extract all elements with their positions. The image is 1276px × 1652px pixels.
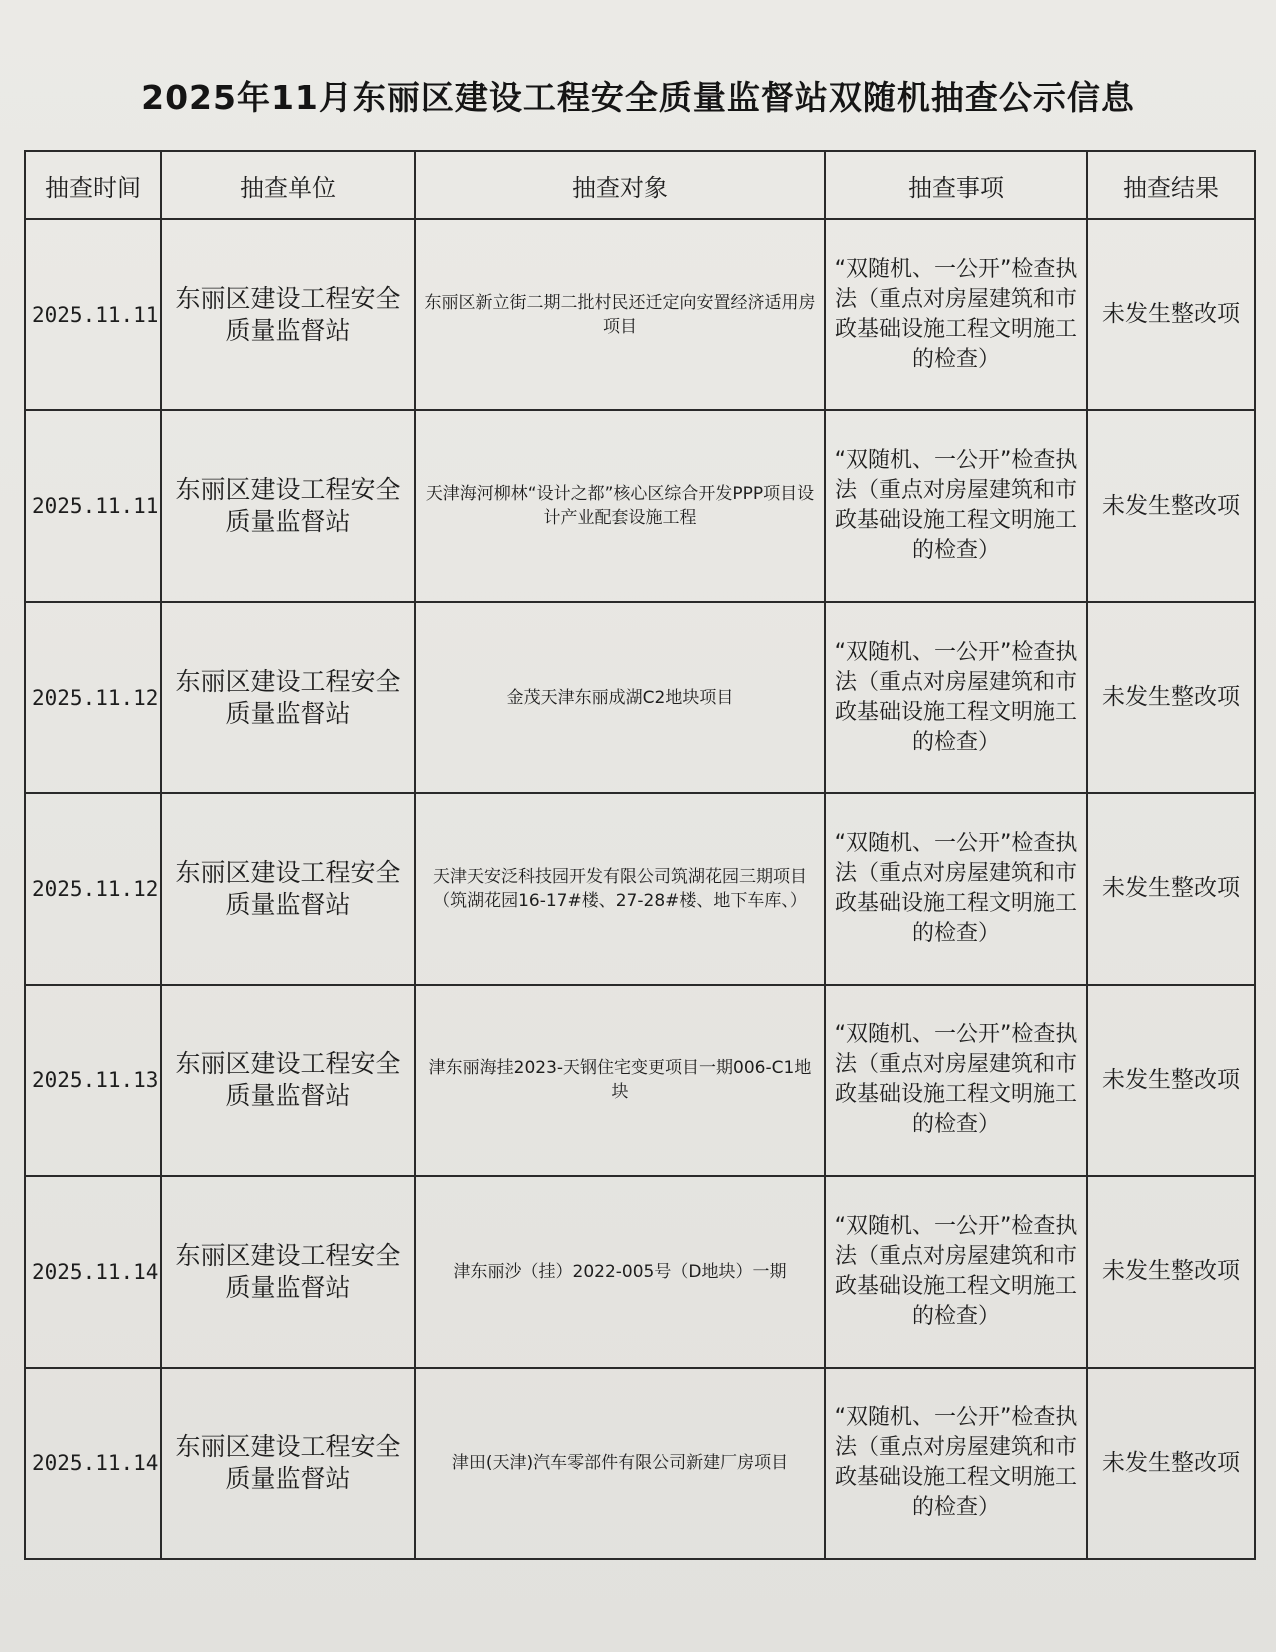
table-row: [25, 602, 1255, 793]
unit-line: 东丽区建设工程安全: [175, 475, 401, 505]
unit-line: 质量监督站: [225, 507, 351, 537]
unit-line: 东丽区建设工程安全: [175, 283, 401, 313]
table-row: [25, 1368, 1255, 1559]
cell-target: 天津海河柳林“设计之都”核心区综合开发PPP项目设计产业配套设施工程: [415, 410, 825, 601]
cell-date: 2025.11.11: [25, 410, 161, 601]
unit-line: 质量监督站: [225, 698, 351, 728]
cell-target: 津东丽沙（挂）2022-005号（D地块）一期: [415, 1176, 825, 1367]
unit-line: 东丽区建设工程安全: [175, 1049, 401, 1079]
unit-line: 质量监督站: [225, 1464, 351, 1494]
table-header-row: [25, 151, 1255, 219]
unit-line: 东丽区建设工程安全: [175, 1240, 401, 1270]
cell-item: “双随机、一公开”检查执法（重点对房屋建筑和市政基础设施工程文明施工的检查）: [825, 219, 1087, 410]
cell-item: “双随机、一公开”检查执法（重点对房屋建筑和市政基础设施工程文明施工的检查）: [825, 602, 1087, 793]
unit-line: 质量监督站: [225, 889, 351, 919]
unit-line: 东丽区建设工程安全: [175, 857, 401, 887]
cell-unit: [161, 602, 415, 793]
cell-date: 2025.11.12: [25, 602, 161, 793]
table-row: [25, 410, 1255, 601]
unit-line: 东丽区建设工程安全: [175, 1432, 401, 1462]
cell-result: 未发生整改项: [1087, 1176, 1255, 1367]
cell-item: “双随机、一公开”检查执法（重点对房屋建筑和市政基础设施工程文明施工的检查）: [825, 410, 1087, 601]
cell-result: 未发生整改项: [1087, 985, 1255, 1176]
table-row: [25, 793, 1255, 984]
cell-item: “双随机、一公开”检查执法（重点对房屋建筑和市政基础设施工程文明施工的检查）: [825, 793, 1087, 984]
cell-unit: [161, 410, 415, 601]
header-unit: 抽查单位: [161, 151, 415, 219]
cell-date: 2025.11.12: [25, 793, 161, 984]
cell-unit: [161, 1368, 415, 1559]
table-row: [25, 1176, 1255, 1367]
table-row: [25, 219, 1255, 410]
cell-date: 2025.11.13: [25, 985, 161, 1176]
cell-item: “双随机、一公开”检查执法（重点对房屋建筑和市政基础设施工程文明施工的检查）: [825, 1368, 1087, 1559]
cell-result: 未发生整改项: [1087, 219, 1255, 410]
cell-target: 津东丽海挂2023-天钢住宅变更项目一期006-C1地块: [415, 985, 825, 1176]
inspection-table: [24, 150, 1256, 1560]
cell-item: “双随机、一公开”检查执法（重点对房屋建筑和市政基础设施工程文明施工的检查）: [825, 985, 1087, 1176]
unit-line: 质量监督站: [225, 1081, 351, 1111]
cell-unit: [161, 793, 415, 984]
cell-result: 未发生整改项: [1087, 1368, 1255, 1559]
header-result: 抽查结果: [1087, 151, 1255, 219]
unit-line: 质量监督站: [225, 1272, 351, 1302]
cell-date: 2025.11.14: [25, 1176, 161, 1367]
cell-item: “双随机、一公开”检查执法（重点对房屋建筑和市政基础设施工程文明施工的检查）: [825, 1176, 1087, 1367]
cell-unit: [161, 985, 415, 1176]
cell-date: 2025.11.11: [25, 219, 161, 410]
cell-target: 天津天安泛科技园开发有限公司筑湖花园三期项目（筑湖花园16-17#楼、27-28#楼、地下车库、）: [415, 793, 825, 984]
cell-target: 金茂天津东丽成湖C2地块项目: [415, 602, 825, 793]
unit-line: 东丽区建设工程安全: [175, 666, 401, 696]
cell-date: 2025.11.14: [25, 1368, 161, 1559]
header-item: 抽查事项: [825, 151, 1087, 219]
cell-unit: [161, 1176, 415, 1367]
cell-target: 津田(天津)汽车零部件有限公司新建厂房项目: [415, 1368, 825, 1559]
unit-line: 质量监督站: [225, 315, 351, 345]
cell-result: 未发生整改项: [1087, 410, 1255, 601]
header-target: 抽查对象: [415, 151, 825, 219]
cell-unit: [161, 219, 415, 410]
header-date: 抽查时间: [25, 151, 161, 219]
cell-result: 未发生整改项: [1087, 602, 1255, 793]
cell-result: 未发生整改项: [1087, 793, 1255, 984]
page-title: 2025年11月东丽区建设工程安全质量监督站双随机抽查公示信息: [141, 78, 1135, 117]
cell-target: 东丽区新立街二期二批村民还迁定向安置经济适用房项目: [415, 219, 825, 410]
table-row: [25, 985, 1255, 1176]
